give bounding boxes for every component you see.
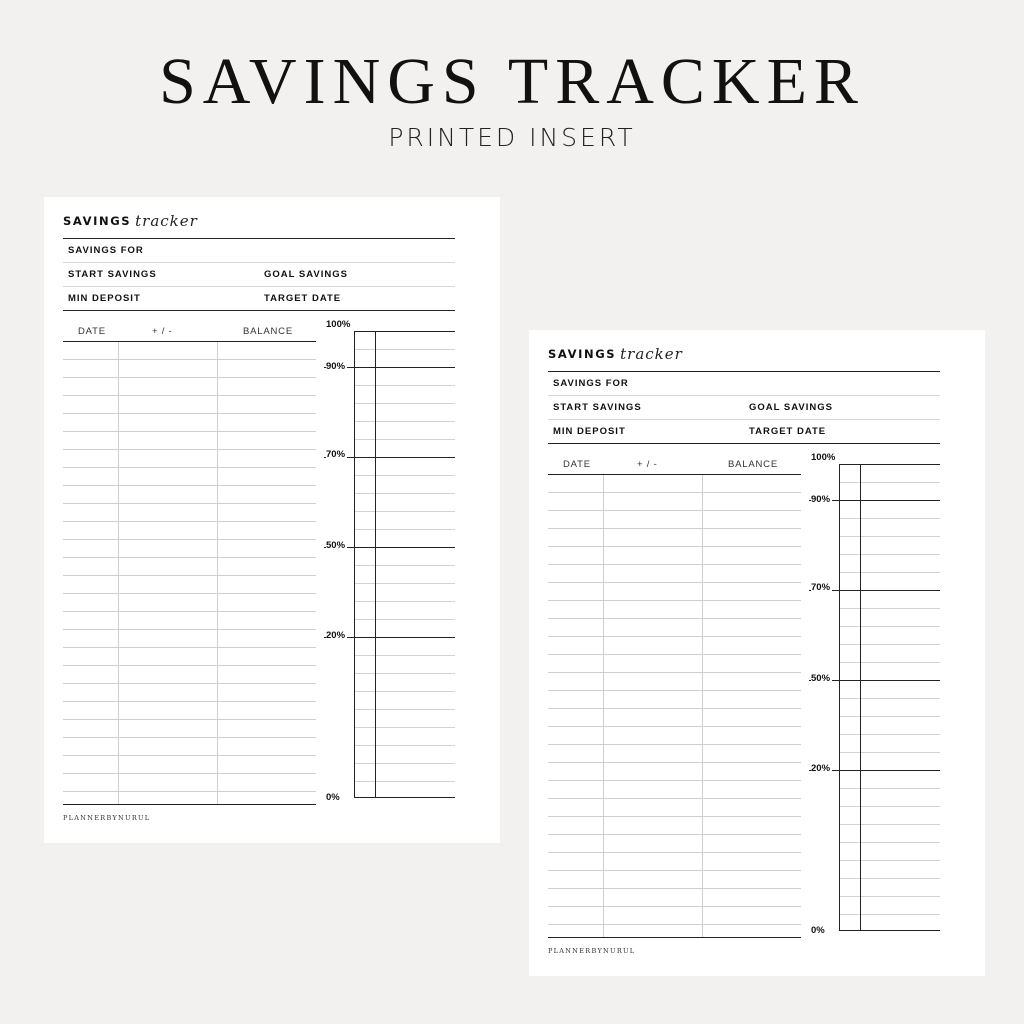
gauge-label-70: 70% [326, 449, 346, 460]
brand-header [63, 212, 198, 232]
info-table [63, 238, 455, 311]
info-row [548, 372, 940, 395]
column-divider [217, 342, 218, 804]
ledger-rows [548, 475, 801, 938]
gauge-axis [375, 331, 376, 798]
gauge-top-line [354, 331, 455, 332]
date-column-header: DATE [78, 326, 106, 337]
column-divider [702, 475, 703, 937]
info-row [548, 395, 940, 419]
brand-word: SAVINGS [63, 214, 132, 228]
gauge-label-90: 90% [326, 361, 346, 372]
brand-header [548, 345, 683, 365]
gauge-label-100: 100% [811, 452, 836, 463]
gauge-label-20: 20% [811, 763, 831, 774]
hero-title: SAVINGS TRACKER [159, 45, 865, 118]
min-deposit-label: MIN DEPOSIT [553, 426, 626, 437]
gauge-label-70: 70% [811, 582, 831, 593]
gauge-grid [354, 331, 455, 798]
savings-for-label: SAVINGS FOR [68, 245, 144, 256]
goal-savings-label: GOAL SAVINGS [264, 269, 348, 280]
start-savings-label: START SAVINGS [68, 269, 157, 280]
date-column-header: DATE [563, 459, 591, 470]
ledger-rows [63, 342, 316, 805]
balance-column-header: BALANCE [728, 459, 778, 470]
insert-page-left [44, 197, 500, 843]
savings-for-label: SAVINGS FOR [553, 378, 629, 389]
goal-savings-label: GOAL SAVINGS [749, 402, 833, 413]
progress-gauge [324, 321, 456, 801]
gauge-bottom-line [354, 797, 455, 798]
info-table [548, 371, 940, 444]
gauge-axis [354, 331, 355, 798]
insert-page-right [529, 330, 985, 976]
brand-script: tracker [135, 212, 198, 230]
info-row [63, 286, 455, 310]
gauge-bottom-line [839, 930, 940, 931]
target-date-label: TARGET DATE [264, 293, 342, 304]
info-row [63, 239, 455, 262]
target-date-label: TARGET DATE [749, 426, 827, 437]
hero-subtitle: PRINTED INSERT [388, 123, 636, 152]
ledger-table [63, 321, 316, 805]
gauge-axis [839, 464, 840, 931]
gauge-top-line [839, 464, 940, 465]
brand-word: SAVINGS [548, 347, 617, 361]
gauge-grid [839, 464, 940, 931]
gauge-label-0: 0% [811, 925, 825, 936]
footer-brand: PLANNERBYNURUL [548, 947, 636, 955]
info-row [63, 262, 455, 286]
progress-gauge [809, 454, 941, 934]
ledger-table [548, 454, 801, 938]
gauge-label-50: 50% [326, 540, 346, 551]
gauge-label-100: 100% [326, 319, 351, 330]
min-deposit-label: MIN DEPOSIT [68, 293, 141, 304]
column-divider [603, 475, 604, 937]
footer-brand: PLANNERBYNURUL [63, 814, 151, 822]
ledger-header [548, 454, 801, 475]
gauge-label-0: 0% [326, 792, 340, 803]
plus-minus-column-header: + / - [152, 326, 173, 337]
start-savings-label: START SAVINGS [553, 402, 642, 413]
gauge-label-90: 90% [811, 494, 831, 505]
info-row [548, 419, 940, 443]
gauge-label-50: 50% [811, 673, 831, 684]
ledger-header [63, 321, 316, 342]
balance-column-header: BALANCE [243, 326, 293, 337]
column-divider [118, 342, 119, 804]
brand-script: tracker [620, 345, 683, 363]
gauge-label-20: 20% [326, 630, 346, 641]
gauge-axis [860, 464, 861, 931]
plus-minus-column-header: + / - [637, 459, 658, 470]
